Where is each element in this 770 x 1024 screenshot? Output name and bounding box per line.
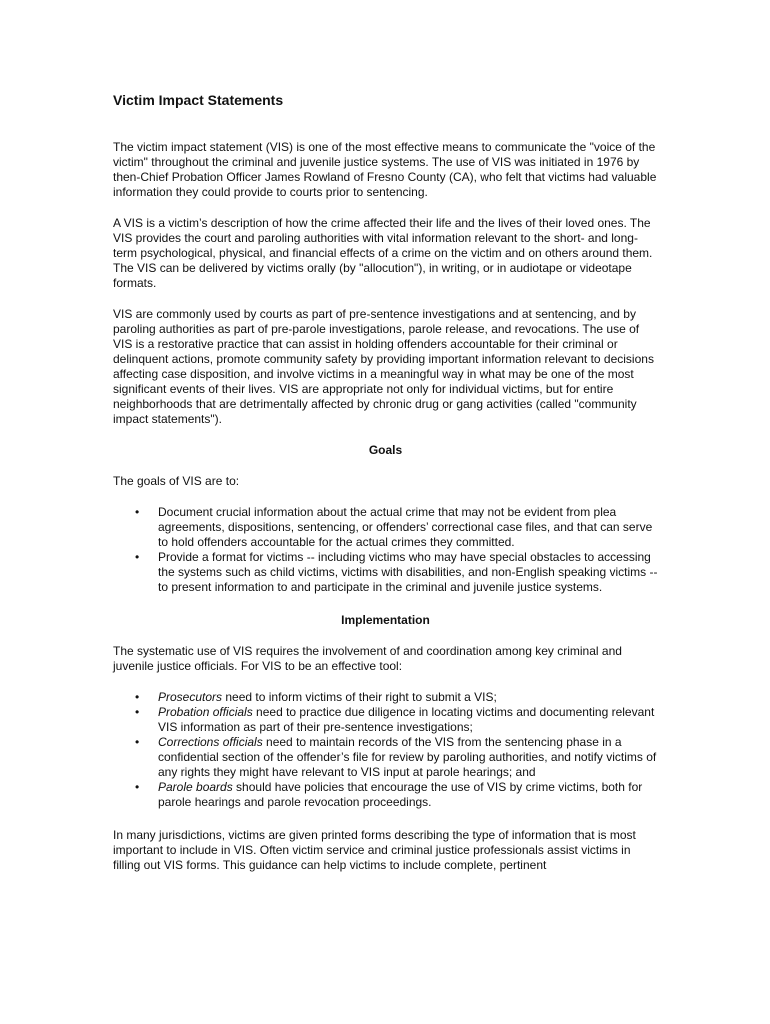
role-description: need to practice due diligence in locating victims and documenting relevant VIS information as part of their pre-sentence investigations; [158,705,655,734]
document-title: Victim Impact Statements [113,92,284,108]
closing-paragraph: In many jurisdictions, victims are given printed forms describing the type of information that is most important to include in VIS. Often victim service and criminal justice professionals assist victims in filling out VIS forms. This guidance can help victims to include complete, pertinent [113,828,636,872]
implementation-lead: The systematic use of VIS requires the involvement of and coordination among key criminal and juvenile justice officials. For VIS to be an effective tool: [113,644,622,673]
role-label: Prosecutors [158,690,223,704]
goal-item: • Document crucial information about the actual crime that may not be evident from plea agreements, dispositions, sentencing, or offenders’ correctional case files, and that can serve to hold offenders accountable for the actual crimes they committed. [113,505,658,550]
role-label: Corrections officials [158,735,263,749]
goal-item: • Provide a format for victims -- including victims who may have special obstacles to accessing the systems such as child victims, victims with disabilities, and non-English speaking victims -- to present information to and participate in the criminal and juvenile justice systems. [113,550,658,595]
implementation-item [113,690,658,705]
goals-list [113,505,658,595]
intro-paragraph-3: VIS are commonly used by courts as part of pre-sentence investigations and at sentencing, and by paroling authorities as part of pre-parole investigations, parole release, and revocations. The use of VIS is a restorative practice that can assist in holding offenders accountable for their criminal or delinquent actions, promote community safety by providing important information relevant to decisions affecting case disposition, and involve victims in a meaningful way in what may be one of the most significant events of their lives. VIS are appropriate not only for individual victims, but for entire neighborhoods that are detrimentally affected by chronic drug or gang activities (called "community impact statements"). [113,307,654,426]
implementation-item [113,735,658,780]
implementation-item [113,705,658,735]
role-description: need to inform victims of their right to submit a VIS; [222,690,497,704]
document-page [113,91,658,889]
implementation-item [113,780,658,810]
intro-paragraph-1: The victim impact statement (VIS) is one of the most effective means to communicate the "voice of the victim" throughout the criminal and juvenile justice systems. The use of VIS was initiated in 1976 by then-Chief Probation Officer James Rowland of Fresno County (CA), who felt that victims had valuable information they could provide to courts prior to sentencing. [113,140,657,199]
role-description: should have policies that encourage the use of VIS by crime victims, both for parole hearings and parole revocation proceedings. [158,780,643,809]
intro-paragraph-2: A VIS is a victim’s description of how the crime affected their life and the lives of their loved ones. The VIS provides the court and paroling authorities with vital information relevant to the short- and long-term psychological, physical, and financial effects of a crime on the victim and on others around them. The VIS can be delivered by victims orally (by "allocution"), in writing, or in audiotape or videotape formats. [113,216,653,290]
implementation-heading: Implementation [341,613,430,627]
goals-lead: The goals of VIS are to: [113,474,240,488]
role-description: need to maintain records of the VIS from the sentencing phase in a confidential section of the offender’s file for review by paroling authorities, and notify victims of any rights they might have relevant to VIS input at parole hearings; and [158,735,657,779]
role-label: Probation officials [158,705,253,719]
implementation-list [113,690,658,810]
role-label: Parole boards [158,780,233,794]
goals-heading: Goals [368,443,403,457]
